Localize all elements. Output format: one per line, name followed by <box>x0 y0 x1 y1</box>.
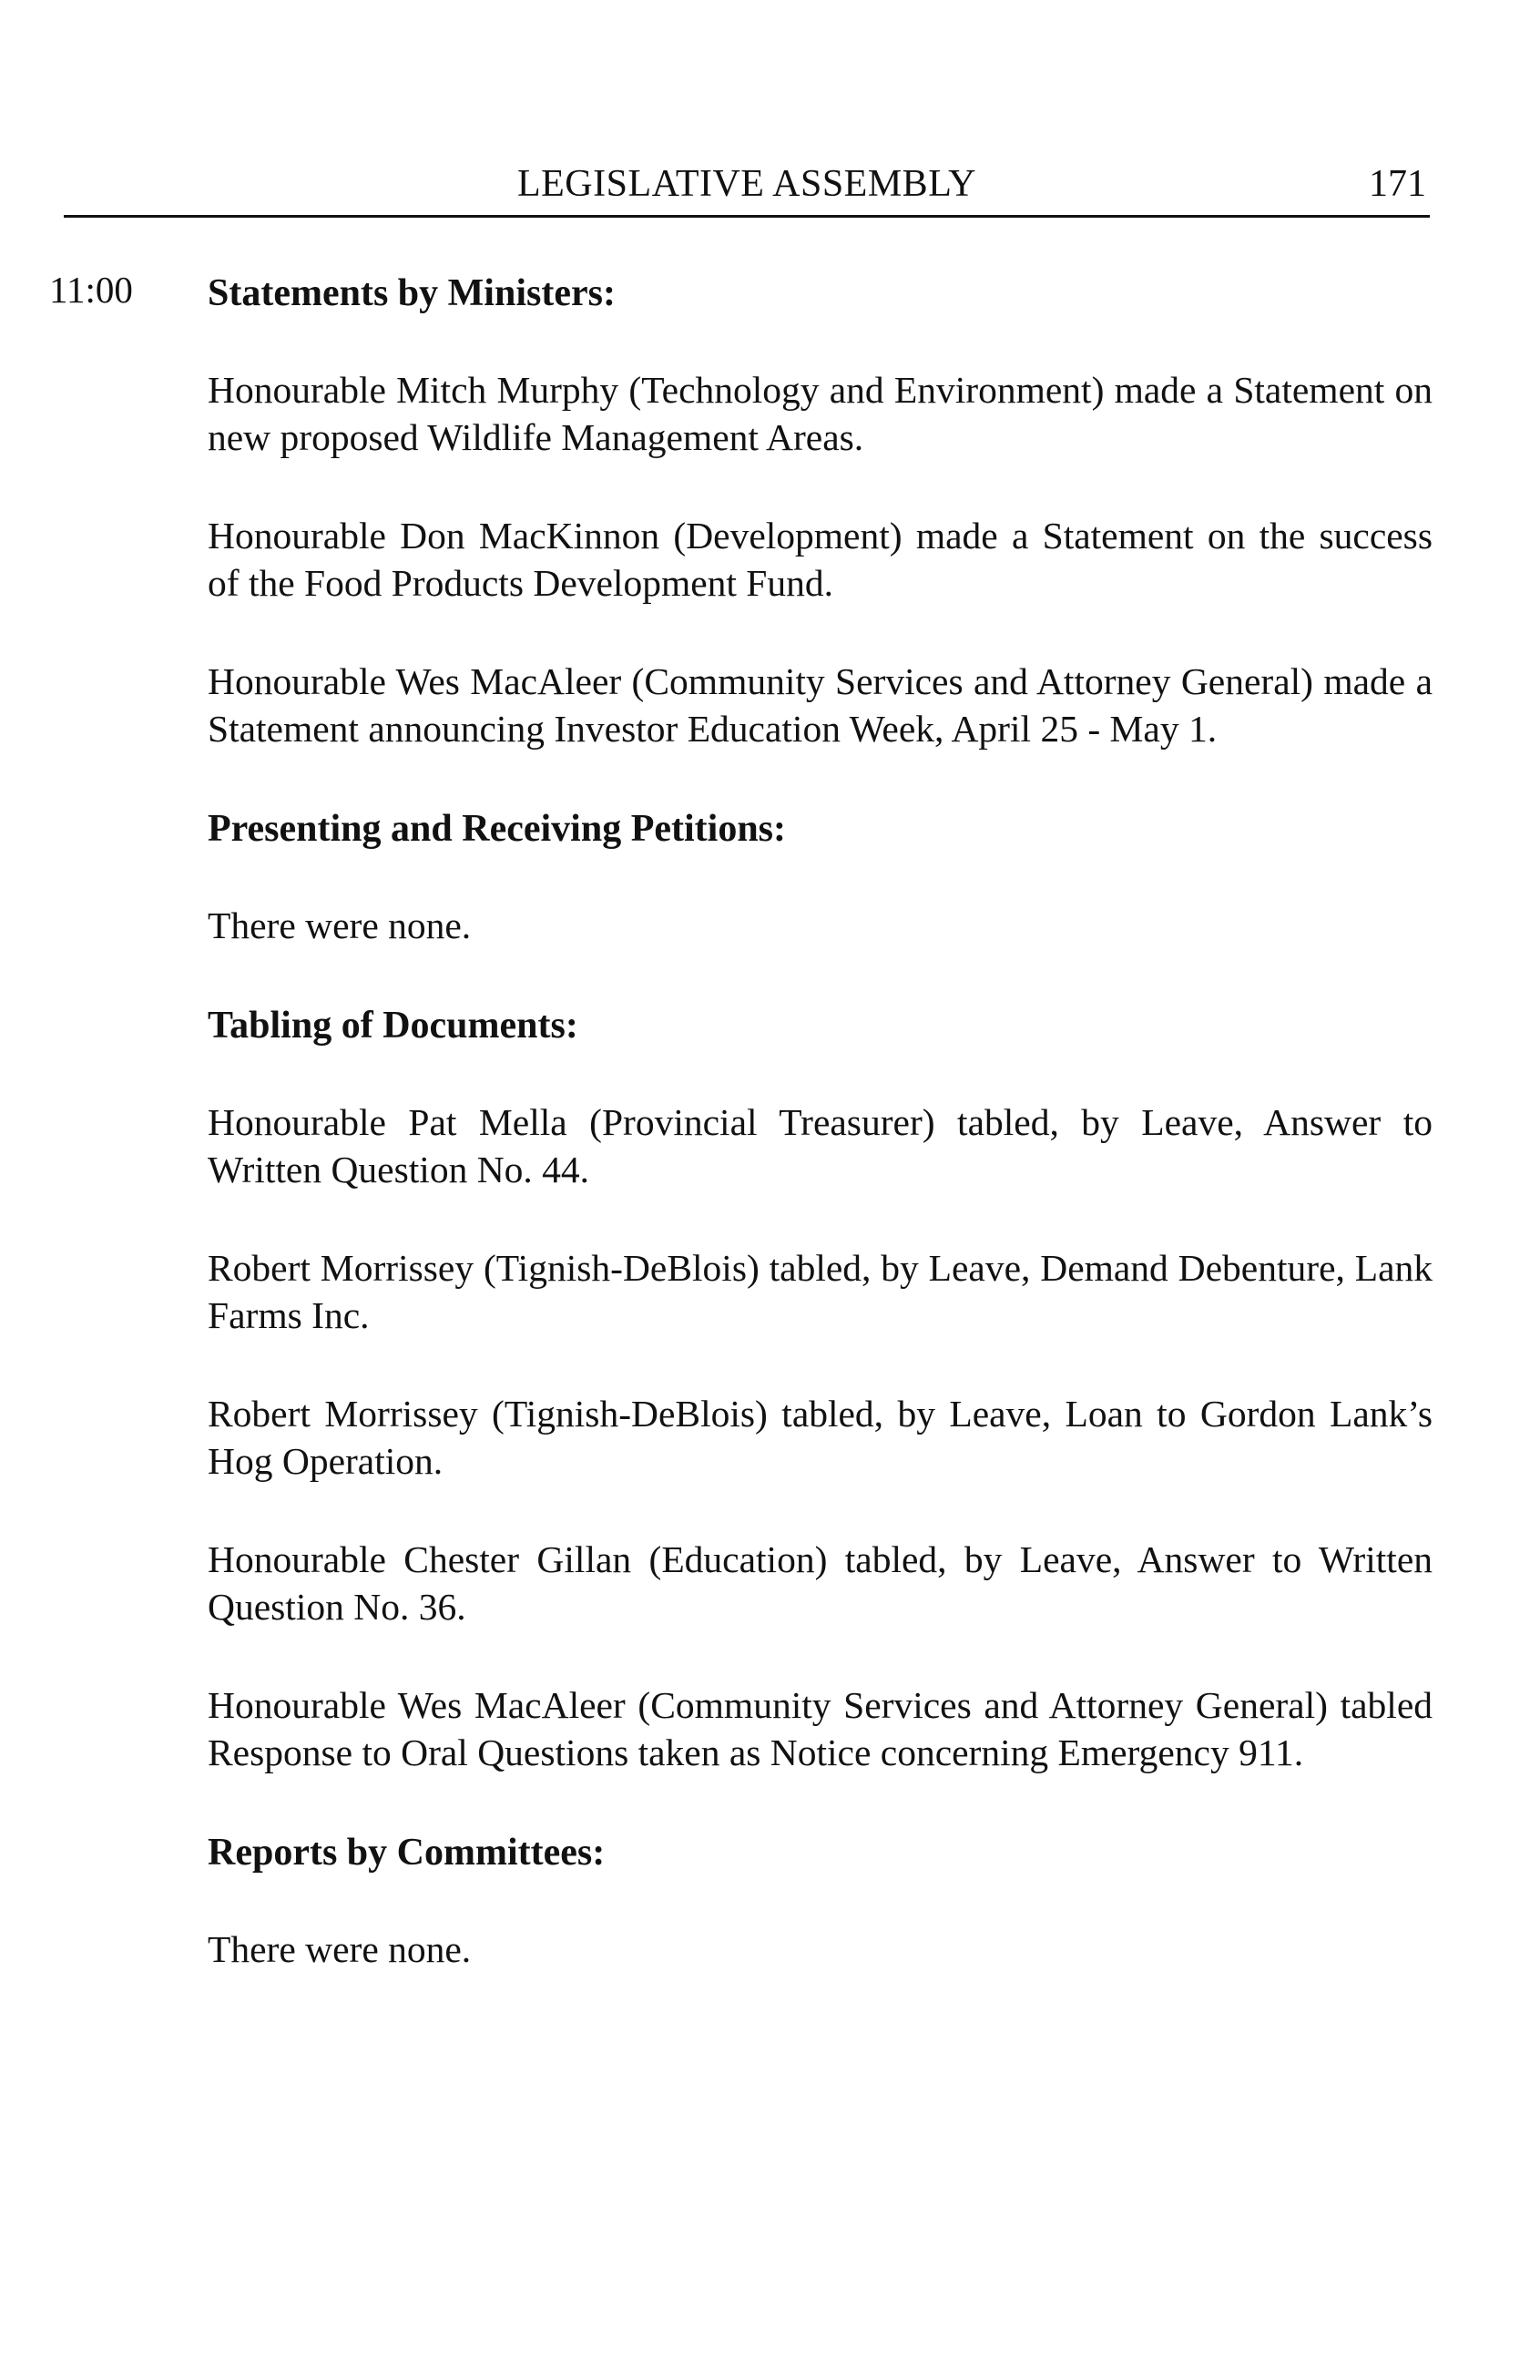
proceedings-body <box>208 268 1433 1973</box>
running-title: LEGISLATIVE ASSEMBLY <box>517 163 976 205</box>
section-heading-reports-by-committees: Reports by Committees: <box>208 1832 606 1874</box>
statement-paragraph: Honourable Mitch Murphy (Technology and Environment) made a Statement on new proposed Wildlife Management Areas. <box>208 369 1433 458</box>
time-stamp: 11:00 <box>49 269 133 311</box>
tabling-paragraph: Honourable Pat Mella (Provincial Treasurer) tabled, by Leave, Answer to Written Question No. 44. <box>208 1101 1433 1190</box>
committees-paragraph: There were none. <box>208 1928 472 1970</box>
tabling-paragraph: Honourable Chester Gillan (Education) tabled, by Leave, Answer to Written Question No. 36. <box>208 1538 1433 1628</box>
header-rule <box>64 215 1430 218</box>
page-number: 171 <box>1369 163 1426 205</box>
page-header <box>64 162 1430 222</box>
section-heading-petitions: Presenting and Receiving Petitions: <box>208 808 787 850</box>
petitions-paragraph: There were none. <box>208 904 472 946</box>
statement-paragraph: Honourable Don MacKinnon (Development) made a Statement on the success of the Food Products Development Fund. <box>208 515 1433 604</box>
section-heading-tabling-of-documents: Tabling of Documents: <box>208 1005 578 1047</box>
tabling-paragraph: Robert Morrissey (Tignish-DeBlois) tabled, by Leave, Demand Debenture, Lank Farms Inc. <box>208 1247 1433 1336</box>
statement-paragraph: Honourable Wes MacAleer (Community Services and Attorney General) made a Statement announcing Investor Education Week, April 25 - May 1. <box>208 660 1433 750</box>
section-heading-statements-by-ministers: Statements by Ministers: <box>208 272 616 314</box>
tabling-paragraph: Honourable Wes MacAleer (Community Services and Attorney General) tabled Response to Oral Questions taken as Notice concerning Emergency 911. <box>208 1684 1433 1773</box>
tabling-paragraph: Robert Morrissey (Tignish-DeBlois) tabled, by Leave, Loan to Gordon Lank’s Hog Operation. <box>208 1393 1433 1482</box>
